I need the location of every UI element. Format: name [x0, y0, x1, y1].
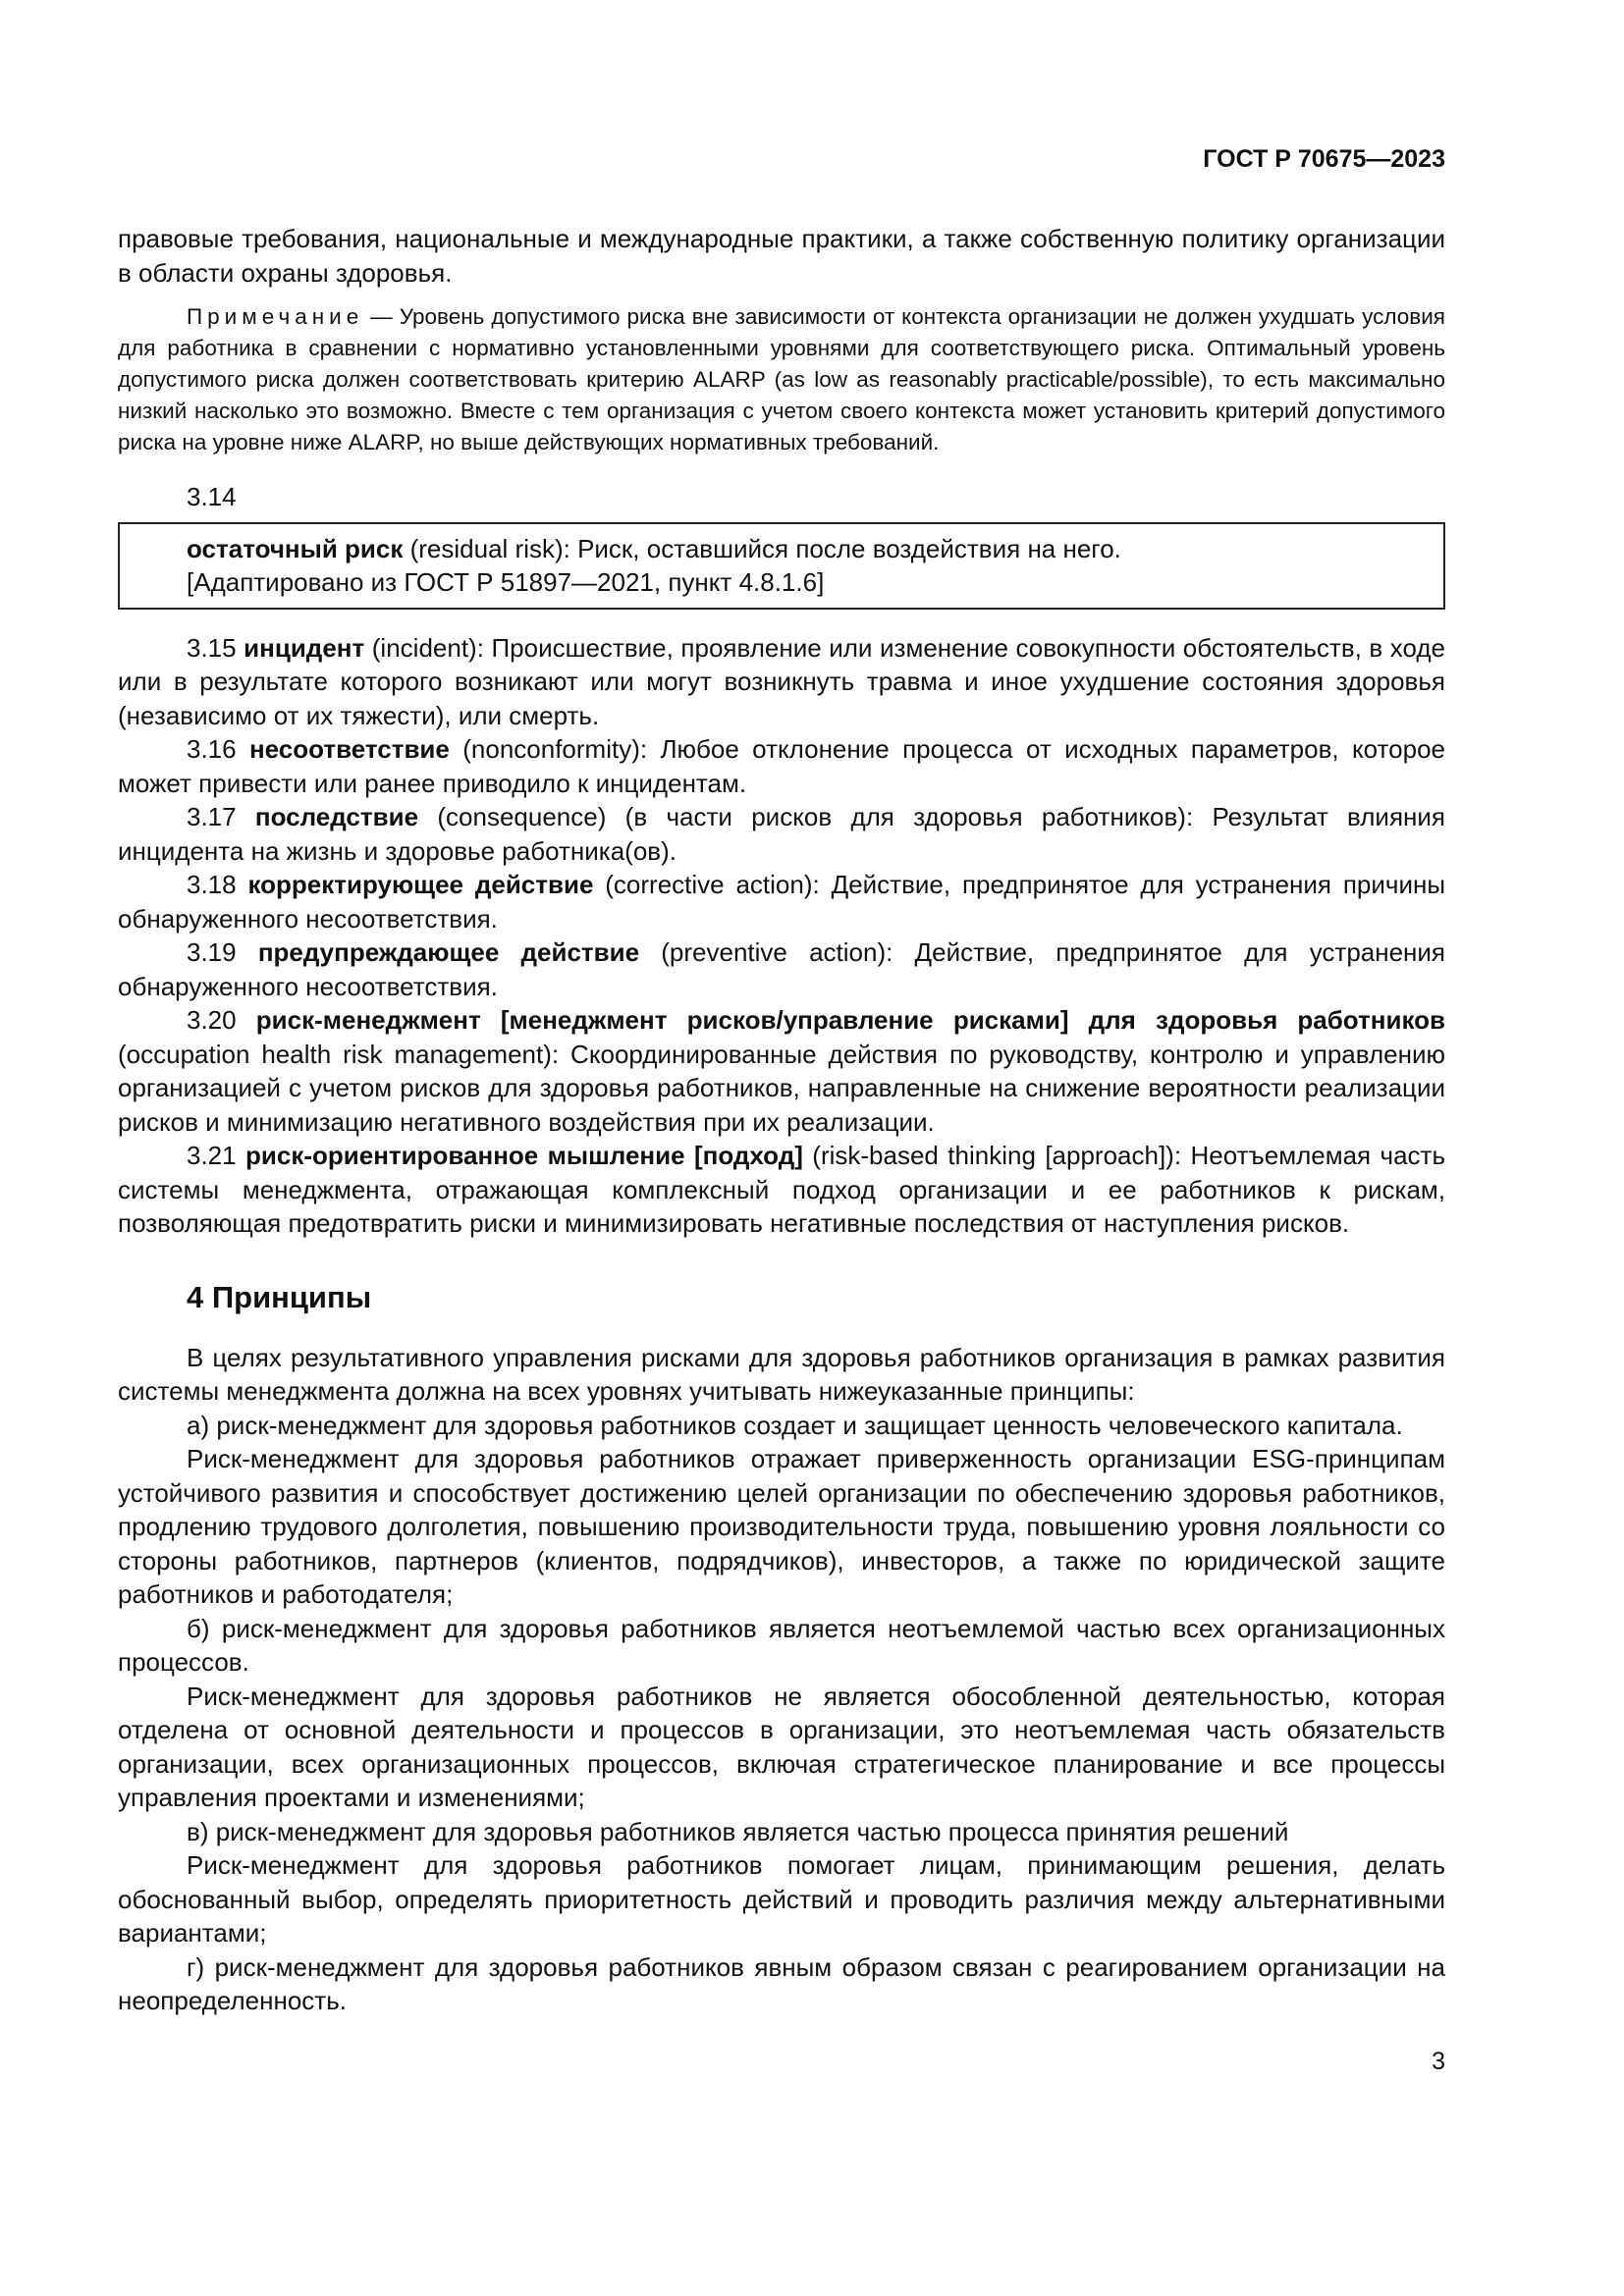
term-name: риск-ориентированное мышление [подход] [245, 1141, 803, 1170]
principle-g: г) риск-менеджмент для здоровья работников явным образом связан с реагированием организации на неопределенность. [118, 1951, 1445, 2015]
principle-v: в) риск-менеджмент для здоровья работников является частью процесса принятия решений [187, 1816, 1289, 1846]
term-name: риск-менеджмент [менеджмент рисков/управление рисками] для здоровья работников [255, 1005, 1445, 1035]
term-name: несоответствие [248, 734, 450, 764]
term-def: (occupation health risk management): Скоординированные действия по руководству, контролю и управлению организацией с учетом рисков для здоровья работников, направленные на снижение вероятности реализации рисков и минимизацию негативного воздействия при их реализации. [118, 1039, 1445, 1137]
section-4-heading: 4 Принципы [187, 1279, 372, 1314]
principle-a: а) риск-менеджмент для здоровья работников создает и защищает ценность человеческого капитала. [187, 1410, 1403, 1440]
term-def: (incident): Происшествие, проявление или изменение совокупности обстоятельств, в ходе или в результате которого возникают или могут возникнуть травма и иное ухудшение состояния здоровья (независимо от их тяжести), или смерть. [118, 632, 1445, 730]
page-number: 3 [1432, 2048, 1445, 2075]
term-number: 3.17 [187, 802, 255, 831]
term-3-15 [118, 631, 1445, 733]
section-4-paragraph: Риск-менеджмент для здоровья работников отражает приверженность организации ESG-принципам устойчивого развития и способствует достижению целей организации по обеспечению здоровья работников, продлению трудового долголетия, повышению производительности труда, повышению уровня лояльности со стороны работников, партнеров (клиентов, подрядчиков), инвесторов, а также по юридической защите работников и работодателя; [118, 1444, 1445, 1609]
term-3-16 [118, 732, 1445, 800]
section-4-paragraph: В целях результативного управления рисками для здоровья работников организация в рамках развития системы менеджмента должна на всех уровнях учитывать нижеуказанные принципы: [118, 1342, 1445, 1406]
term-number: 3.18 [187, 870, 248, 899]
term-def: (corrective action): Действие, предпринятое для устранения причины обнаруженного несоответствия. [118, 870, 1446, 934]
term-3-14-box [118, 522, 1445, 610]
term-3-14-term: остаточный риск [187, 533, 404, 563]
note-text: — Уровень допустимого риска вне зависимости от контекста организации не должен ухудшать условия для работника в сравнении с нормативно установленными уровнями для соответствующего риска. Оптимальный уровень допустимого риска должен соответствовать критерию ALARP (as low as reasonably practicable/possible), то есть максимально низкий насколько это возможно. Вместе с тем организация с учетом своего контекста может установить критерий допустимого риска на уровне ниже ALARP, но выше действующих нормативных требований. [118, 304, 1445, 454]
term-name: корректирующее действие [247, 870, 594, 899]
term-number: 3.19 [187, 937, 258, 967]
term-3-14-number: 3.14 [187, 482, 237, 511]
term-name: инцидент [244, 632, 365, 663]
term-def: (risk-based thinking [approach]): Неотъемлемая часть системы менеджмента, отражающая комплексный подход организации и ее работников к рискам, позволяющая предотвратить риски и минимизировать негативные последствия от наступления рисков. [118, 1141, 1446, 1238]
term-number: 3.15 [187, 632, 244, 663]
term-3-14-def: (residual risk): Риск, оставшийся после воздействия на него. [403, 533, 1121, 563]
term-3-20 [118, 1003, 1445, 1139]
term-number: 3.20 [187, 1005, 256, 1035]
term-3-14-definition [187, 532, 1443, 566]
term-3-19 [118, 935, 1445, 1003]
term-3-21 [118, 1139, 1445, 1241]
term-number: 3.21 [187, 1141, 246, 1170]
term-name: предупреждающее действие [257, 937, 640, 967]
section-4-paragraph: Риск-менеджмент для здоровья работников помогает лицам, принимающим решения, делать обоснованный выбор, определять приоритетность действий и проводить различия между альтернативными вариантами; [118, 1850, 1445, 1948]
document-id: ГОСТ Р 70675—2023 [1203, 145, 1445, 173]
section-4-paragraph: Риск-менеджмент для здоровья работников не является обособленной деятельностью, которая отделена от основной деятельности и процессов в организации, это неотъемлемая часть обязательств организации, всех организационных процессов, включая стратегическое планирование и все процессы управления проектами и изменениями; [118, 1681, 1445, 1812]
terms-list [118, 631, 1445, 1241]
term-name: последствие [254, 802, 419, 831]
intro-paragraph: правовые требования, национальные и международные практики, а также собственную политику организации в области охраны здоровья. [118, 224, 1445, 288]
term-3-17 [118, 800, 1445, 868]
term-number: 3.16 [187, 734, 249, 764]
term-3-14-source: [Адаптировано из ГОСТ Р 51897—2021, пункт 4.8.1.6] [187, 567, 825, 597]
note-paragraph [118, 301, 1445, 458]
section-4-body [118, 1341, 1445, 2018]
term-3-18 [118, 868, 1445, 935]
term-def: (consequence) (в части рисков для здоровья работников): Результат влияния инцидента на жизнь и здоровье работника(ов). [118, 802, 1445, 866]
note-label: Примечание [187, 304, 364, 329]
term-def: (preventive action): Действие, предпринятое для устранения обнаруженного несоответствия. [118, 937, 1446, 1001]
principle-b: б) риск-менеджмент для здоровья работников является неотъемлемой частью всех организационных процессов. [118, 1613, 1445, 1677]
page-content [118, 222, 1445, 2018]
term-def: (nonconformity): Любое отклонение процесса от исходных параметров, которое может привести или ранее приводило к инцидентам. [118, 734, 1445, 798]
